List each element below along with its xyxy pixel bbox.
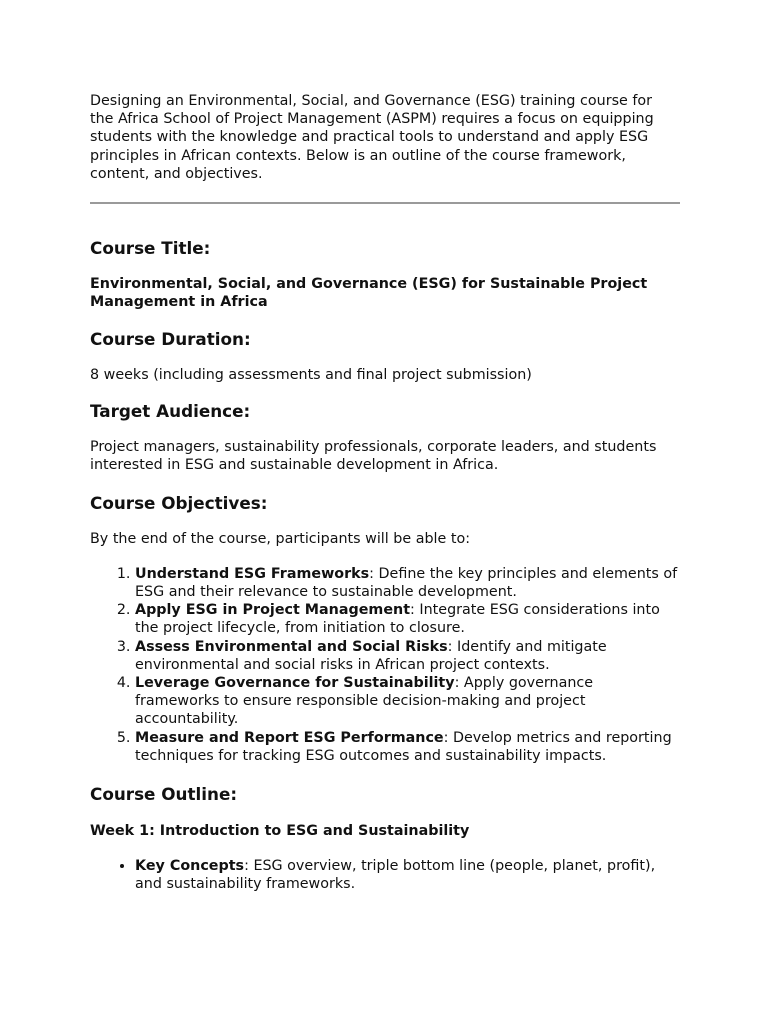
objective-text: : Identify and mitigate environmental and social risks in African project contexts. [135,638,607,673]
objective-title: Apply ESG in Project Management [135,602,411,619]
objective-text: : Define the key principles and elements of ESG and their relevance to sustainable development. [135,565,678,601]
objective-title: Leverage Governance for Sustainability [135,675,455,692]
horizontal-divider [90,202,680,204]
objective-item [135,601,680,637]
course-objectives-heading: Course Objectives: [90,492,268,513]
course-objectives-intro: By the end of the course, participants will be able to: [90,530,471,547]
objective-title: Measure and Report ESG Performance [135,729,444,746]
objective-text: : Apply governance frameworks to ensure responsible decision-making and project accountability. [135,675,594,728]
intro-paragraph: Designing an Environmental, Social, and Governance (ESG) training course for the Africa School of Project Management (ASPM) requires a focus on equipping students with the knowledge and practical tools to understand and apply ESG principles in African contexts. Below is an outline of the course framework, content, and objectives. [90,93,654,182]
course-duration-value: 8 weeks (including assessments and final project submission) [90,367,532,384]
week1-item-text: : ESG overview, triple bottom line (people, planet, profit), and sustainability frameworks. [135,858,656,893]
objective-title: Understand ESG Frameworks [135,565,370,582]
objectives-list [90,565,680,765]
target-audience-heading: Target Audience: [90,401,251,422]
course-outline-heading: Course Outline: [90,784,238,805]
week1-list [90,857,680,893]
target-audience-value: Project managers, sustainability professionals, corporate leaders, and students interested in ESG and sustainable development in Africa. [90,439,657,474]
week1-item-title: Key Concepts [135,858,245,875]
week1-heading: Week 1: Introduction to ESG and Sustainability [90,823,470,840]
objective-title: Assess Environmental and Social Risks [135,638,448,655]
course-title-heading: Course Title: [90,238,211,259]
objective-item [135,638,680,674]
objective-item [135,565,680,601]
course-title-value: Environmental, Social, and Governance (ESG) for Sustainable Project Management in Africa [90,276,648,311]
objective-text: : Integrate ESG considerations into the project lifecycle, from initiation to closure. [135,602,660,637]
objective-item [135,729,680,765]
document-page [90,92,680,893]
course-duration-heading: Course Duration: [90,329,251,350]
objective-text: : Develop metrics and reporting techniques for tracking ESG outcomes and sustainability impacts. [135,729,672,764]
week1-item [135,857,680,893]
objective-item [135,674,680,729]
